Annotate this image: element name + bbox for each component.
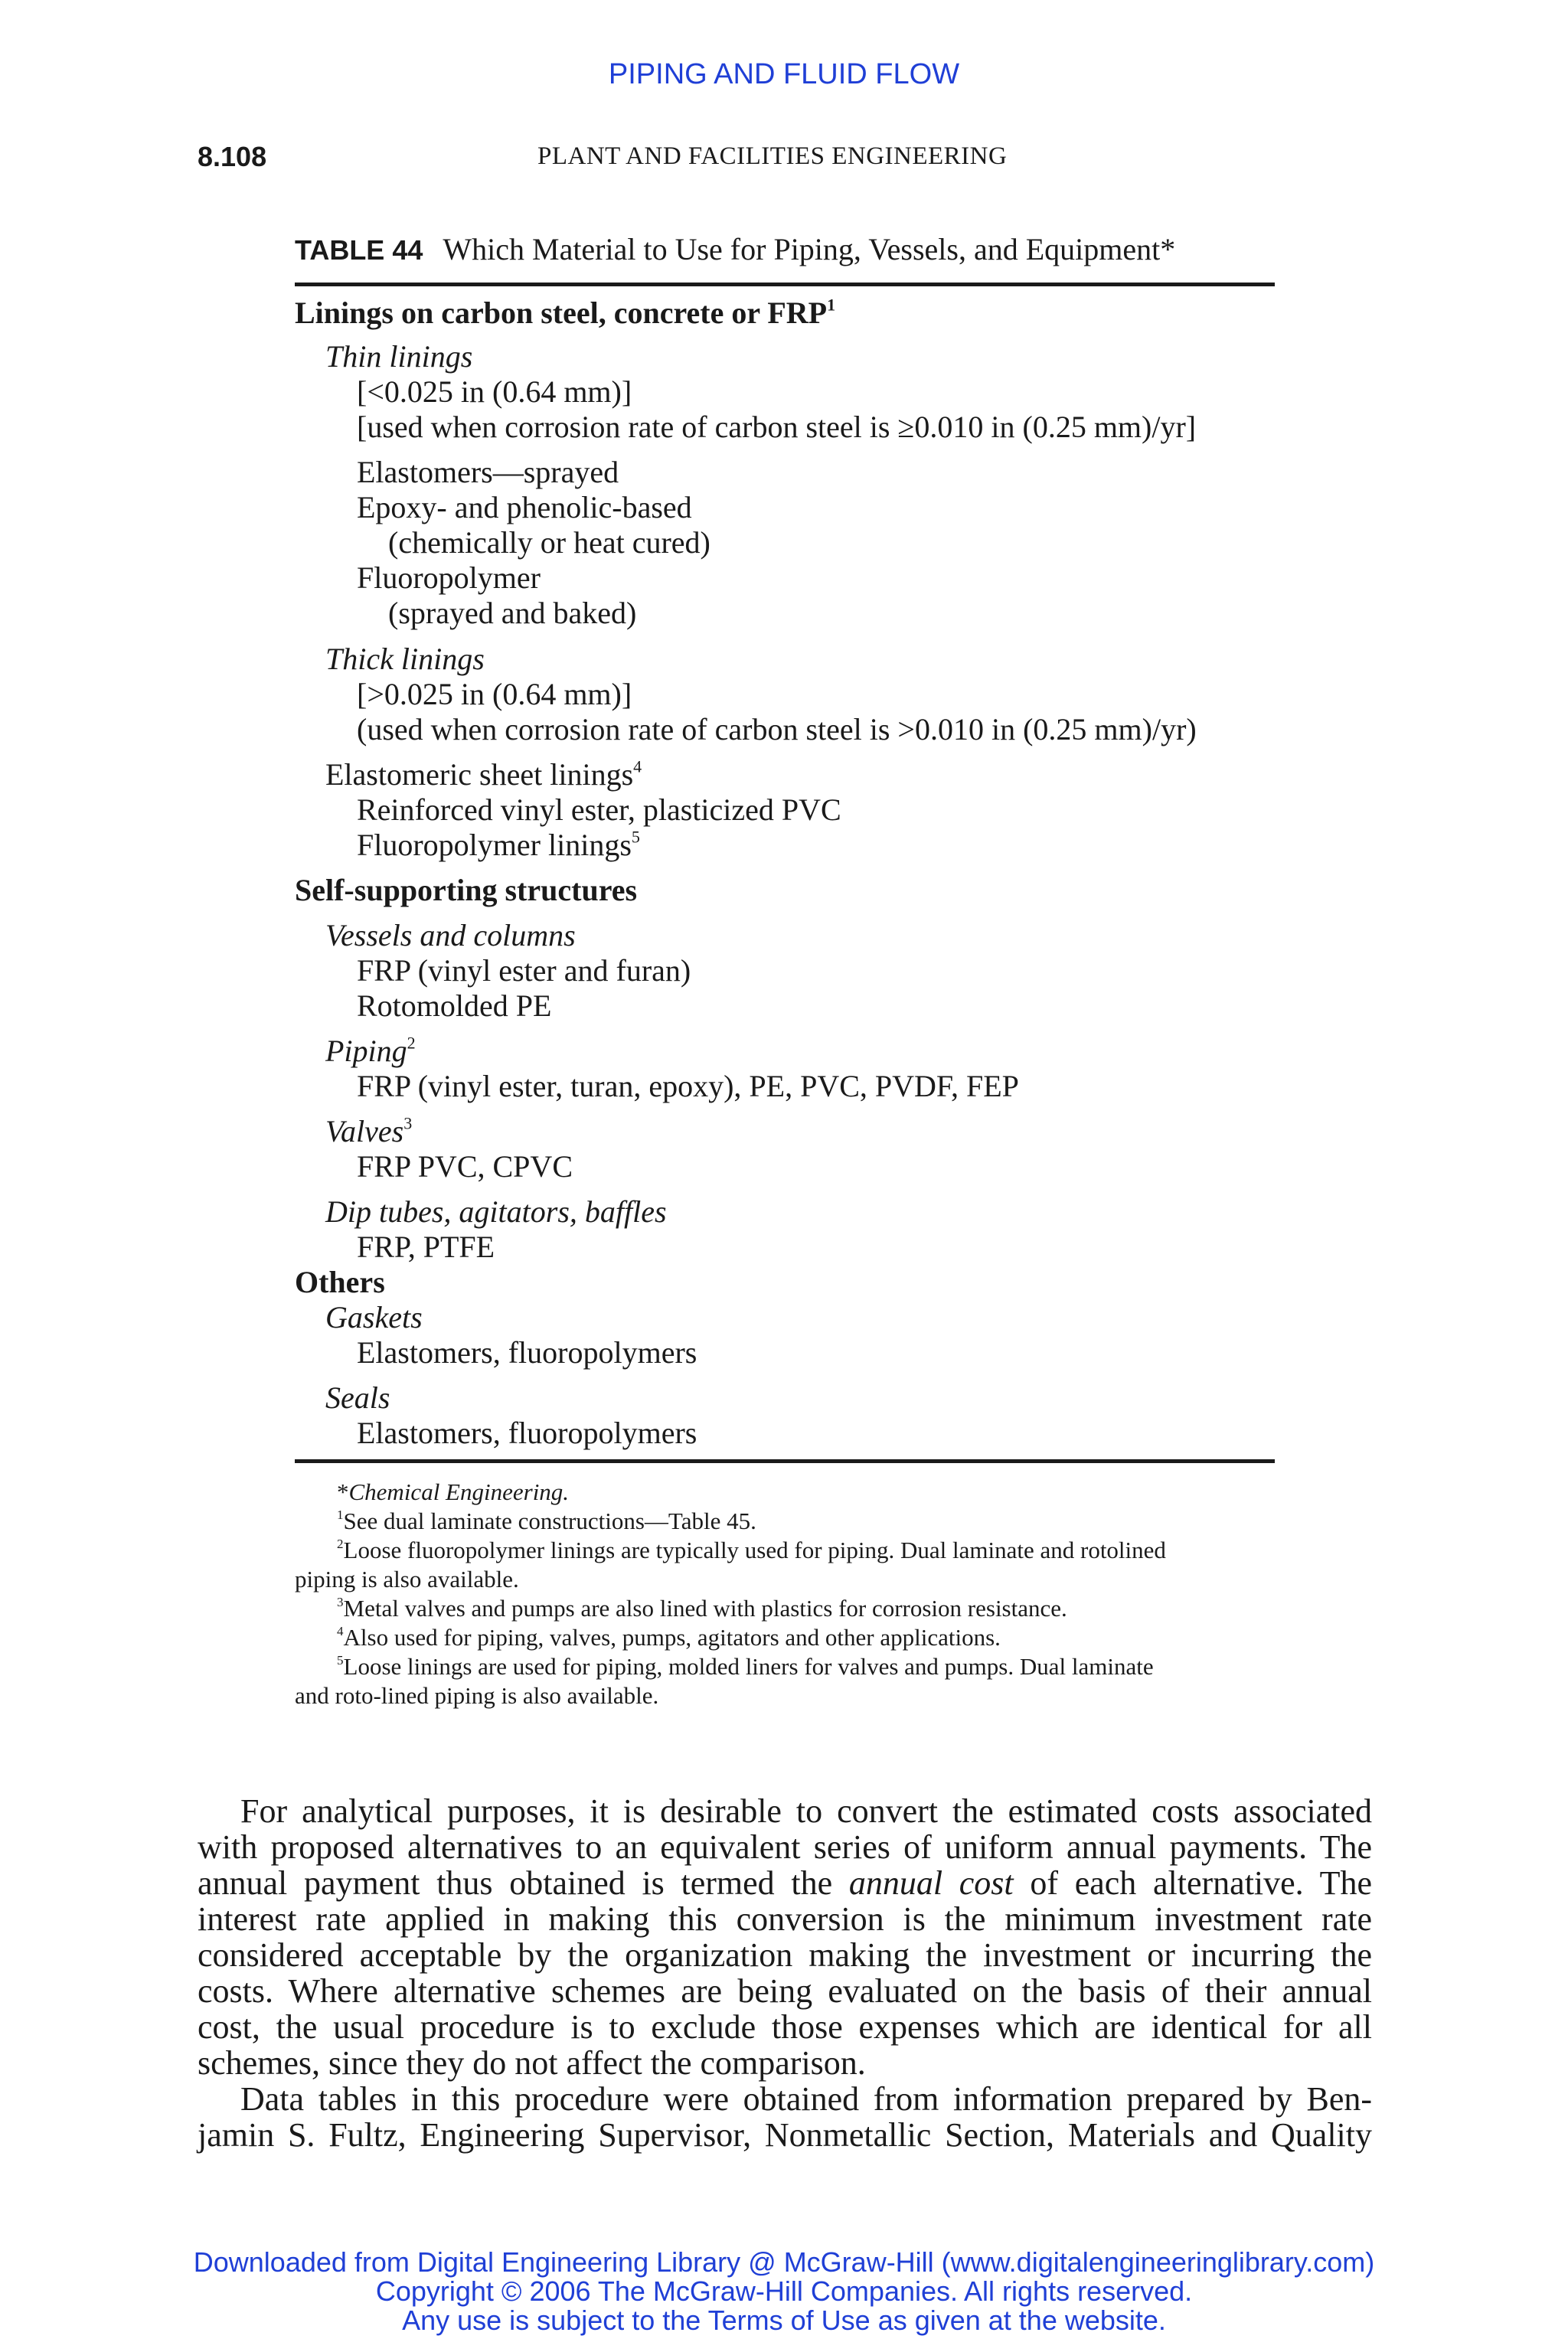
thick-linings-label: Thick linings <box>325 642 485 676</box>
thin-item: Fluoropolymer <box>357 560 541 595</box>
body-paragraph-line: annual payment thus obtained is termed the annual cost of each alternative. The <box>198 1864 1372 1902</box>
thick-thickness: [>0.025 in (0.64 mm)] <box>357 677 632 711</box>
piping-item: FRP (vinyl ester, turan, epoxy), PE, PVC, PVDF, FEP <box>357 1069 1019 1103</box>
gaskets-item: Elastomers, fluoropolymers <box>357 1335 697 1370</box>
footnote-source: *Chemical Engineering. <box>337 1478 570 1505</box>
footnote-3: $^3$Metal valves and pumps are also lined with plastics for corrosion resistance. <box>337 1595 1067 1622</box>
seals-item: Elastomers, fluoropolymers <box>357 1416 697 1450</box>
running-head: PLANT AND FACILITIES ENGINEERING <box>537 142 1008 170</box>
fluoropolymer-linings: Fluoropolymer linings$^5$ <box>357 827 640 862</box>
thin-item: Elastomers—sprayed <box>357 455 619 489</box>
footnote-5: $^5$Loose linings are used for piping, molded liners for valves and pumps. Dual laminate <box>337 1653 1154 1680</box>
footnote-1: $^1$See dual laminate constructions—Table 45. <box>337 1508 756 1534</box>
thin-usage: [used when corrosion rate of carbon steel is ≥0.010 in (0.25 mm)/yr] <box>357 410 1197 444</box>
thick-usage: (used when corrosion rate of carbon steel is >0.010 in (0.25 mm)/yr) <box>357 712 1197 746</box>
body-paragraph-line: interest rate applied in making this conversion is the minimum investment rate <box>198 1900 1372 1938</box>
table-top-rule <box>295 283 1275 286</box>
valves-item: FRP PVC, CPVC <box>357 1149 573 1184</box>
body-paragraph-line: considered acceptable by the organization making the investment or incurring the <box>198 1936 1372 1974</box>
footer-download-link[interactable]: Downloaded from Digital Engineering Library @ McGraw-Hill (www.digitalengineeringlibrary.com) <box>193 2246 1375 2278</box>
body-paragraph-line: costs. Where alternative schemes are being evaluated on the basis of their annual <box>198 1972 1372 2010</box>
thin-linings-label: Thin linings <box>325 339 473 374</box>
body-paragraph-line: with proposed alternatives to an equivalent series of uniform annual payments. The <box>198 1828 1372 1866</box>
section-heading-others: Others <box>295 1265 385 1299</box>
body-paragraph-line: cost, the usual procedure is to exclude those expenses which are identical for all <box>198 2008 1372 2046</box>
body-paragraph-line: Data tables in this procedure were obtained from information prepared by Ben- <box>240 2080 1372 2118</box>
footnote-2-continued: piping is also available. <box>295 1566 519 1592</box>
table-label: TABLE 44 <box>295 234 423 266</box>
vessels-item: FRP (vinyl ester and furan) <box>357 953 691 988</box>
body-paragraph-line: jamin S. Fultz, Engineering Supervisor, Nonmetallic Section, Materials and Quality <box>198 2116 1372 2154</box>
dip-tubes-label: Dip tubes, agitators, baffles <box>325 1194 667 1229</box>
thin-thickness: [<0.025 in (0.64 mm)] <box>357 374 632 409</box>
footnote-2: $^2$Loose fluoropolymer linings are typically used for piping. Dual laminate and rotolined <box>337 1537 1166 1563</box>
gaskets-label: Gaskets <box>325 1300 423 1334</box>
thin-item: Epoxy- and phenolic-based <box>357 490 692 524</box>
section-heading-linings: Linings on carbon steel, concrete or FRP$^1$ <box>295 295 836 330</box>
dip-tubes-item: FRP, PTFE <box>357 1230 495 1264</box>
body-paragraph-line: schemes, since they do not affect the comparison. <box>198 2044 866 2082</box>
term-annual-cost: annual cost <box>848 1864 1014 1902</box>
chapter-title-link[interactable]: PIPING AND FLUID FLOW <box>608 58 960 90</box>
table-caption <box>295 231 1175 267</box>
footnote-5-continued: and roto-lined piping is also available. <box>295 1682 659 1709</box>
vessels-label: Vessels and columns <box>325 918 576 952</box>
footnote-4: $^4$Also used for piping, valves, pumps, agitators and other applications. <box>337 1624 1001 1651</box>
reinforced-item: Reinforced vinyl ester, plasticized PVC <box>357 792 841 827</box>
section-heading-self-supporting: Self-supporting structures <box>295 873 638 907</box>
seals-label: Seals <box>325 1380 390 1415</box>
thin-item-note: (sprayed and baked) <box>388 596 637 630</box>
table-bottom-rule <box>295 1459 1275 1463</box>
piping-label: Piping$^2$ <box>325 1033 416 1068</box>
elastomeric-sheet-linings: Elastomeric sheet linings$^4$ <box>325 756 642 792</box>
vessels-item: Rotomolded PE <box>357 988 552 1023</box>
body-paragraph-line: For analytical purposes, it is desirable to convert the estimated costs associated <box>240 1792 1372 1830</box>
thin-item-note: (chemically or heat cured) <box>388 525 710 560</box>
valves-label: Valves$^3$ <box>325 1113 413 1148</box>
page-number: 8.108 <box>198 141 267 172</box>
footer-copyright: Copyright © 2006 The McGraw-Hill Companies. All rights reserved. <box>375 2275 1193 2307</box>
table-title: Which Material to Use for Piping, Vessels, and Equipment* <box>443 232 1176 266</box>
footer-terms-link[interactable]: Any use is subject to the Terms of Use as given at the website. <box>402 2305 1166 2336</box>
